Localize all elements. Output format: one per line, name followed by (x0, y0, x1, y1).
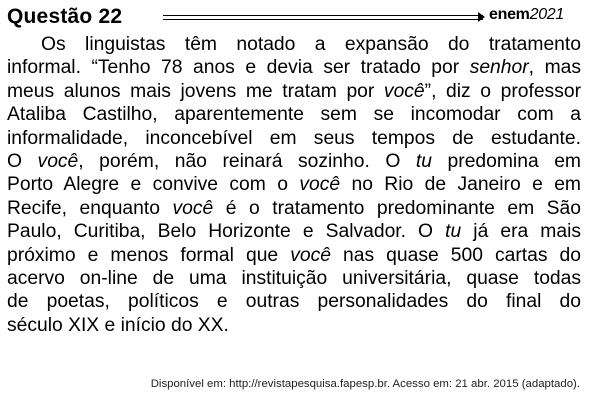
passage-line (7, 314, 581, 337)
text-run: no Rio de Janeiro e em (340, 174, 581, 196)
passage-line (7, 290, 581, 313)
italic-term: você (383, 80, 425, 102)
text-run: , mas (528, 57, 581, 79)
text-run: Paulo, Curitiba, Belo Horizonte e Salvador. O (7, 221, 446, 243)
passage-line (7, 56, 581, 79)
text-run: Recife, enquanto (7, 197, 173, 219)
passage-text (7, 33, 581, 337)
question-header (7, 5, 581, 35)
italic-term: você (37, 151, 79, 173)
italic-term: você (299, 174, 341, 196)
enem-brand: enem (489, 6, 530, 23)
text-run: informal. “Tenho 78 anos e devia ser tratado por (7, 57, 470, 79)
text-run: meus alunos mais jovens me tratam por (7, 80, 384, 102)
passage-line (7, 33, 581, 56)
passage-line (7, 103, 581, 126)
text-run: próximo e menos formal que (7, 244, 291, 266)
italic-term: tu (415, 151, 433, 173)
text-run: O (7, 151, 38, 173)
italic-term: você (172, 197, 214, 219)
text-run: já era mais (461, 221, 581, 243)
italic-term: você (290, 244, 331, 266)
italic-term: senhor (469, 57, 529, 79)
passage-line (7, 197, 581, 220)
italic-term: tu (445, 221, 462, 243)
passage-line (7, 220, 581, 243)
text-run: de poetas, políticos e outras personalidades do final do (7, 291, 581, 313)
passage-line (7, 80, 581, 103)
text-run: Porto Alegre e convive com o (7, 174, 300, 196)
enem-logo (489, 6, 564, 24)
passage-line (7, 173, 581, 196)
text-run: predomina em (432, 151, 581, 173)
text-run: século XIX e início do XX. (7, 314, 229, 336)
text-run: , porém, não reinará sozinho. O (78, 151, 416, 173)
text-run: acervo on-line de uma instituição universitária, quase todas (7, 268, 581, 290)
text-run: Os linguistas têm notado a expansão do tratamento (41, 34, 581, 55)
text-run: ”, diz o professor (424, 80, 581, 102)
passage-line (7, 127, 581, 150)
text-run: nas quase 500 cartas do (330, 244, 581, 266)
source-citation: Disponível em: http://revistapesquisa.fapesp.br. Acesso em: 21 abr. 2015 (adaptado). (150, 378, 580, 390)
text-run: informalidade, inconcebível em seus tempos de estudante. (7, 127, 581, 149)
passage-line (7, 267, 581, 290)
text-run: Ataliba Castilho, aparentemente sem se incomodar com a (7, 104, 581, 126)
passage-line (7, 244, 581, 267)
header-rule-arrow (163, 15, 483, 20)
passage-line (7, 150, 581, 173)
question-title: Questão 22 (7, 5, 123, 28)
enem-year: 2021 (529, 6, 565, 23)
text-run: é o tratamento predominante em São (213, 197, 581, 219)
